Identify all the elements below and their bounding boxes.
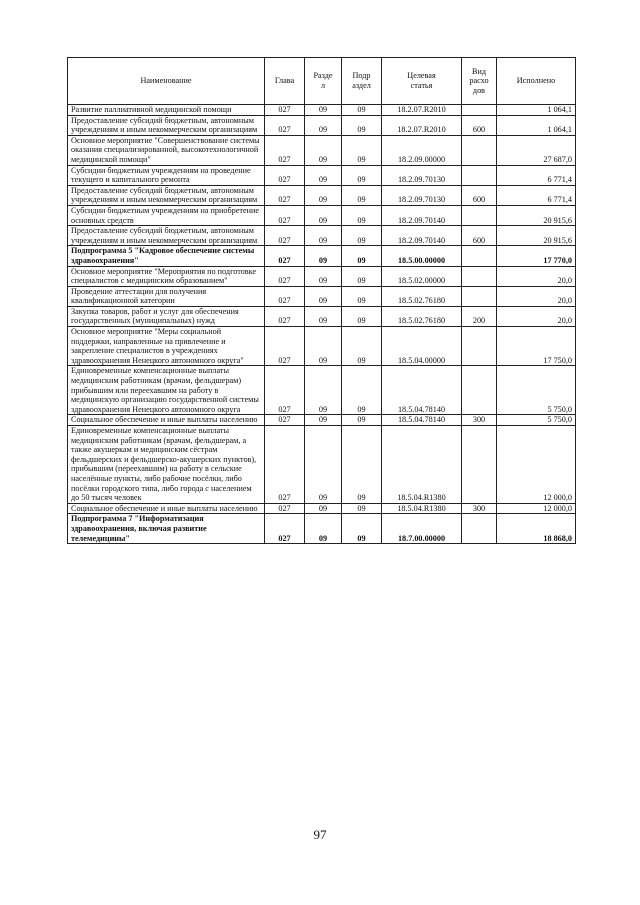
cell-vid: [462, 105, 497, 116]
table-row: [68, 165, 576, 185]
cell-amount: 1 064,1: [497, 115, 576, 135]
cell-podrazdel: 09: [342, 327, 382, 366]
cell-vid: 300: [462, 503, 497, 514]
header-executed: Исполнено: [497, 58, 576, 105]
cell-name: Предоставление субсидий бюджетным, автономным учреждениям и иным некоммерческим организациям: [68, 115, 265, 135]
cell-amount: 17 750,0: [497, 327, 576, 366]
table-row: [68, 415, 576, 426]
cell-vid: [462, 135, 497, 165]
cell-name: Предоставление субсидий бюджетным, автономным учреждениям и иным некоммерческим организациям: [68, 185, 265, 205]
cell-target: 18.5.04.R1380: [382, 503, 462, 514]
table-row: [68, 327, 576, 366]
cell-amount: 20,0: [497, 286, 576, 306]
cell-vid: 300: [462, 415, 497, 426]
table-row: [68, 226, 576, 246]
cell-name: Основное мероприятие "Мероприятия по подготовке специалистов с медицинским образованием": [68, 266, 265, 286]
cell-podrazdel: 09: [342, 286, 382, 306]
cell-amount: 12 000,0: [497, 426, 576, 504]
cell-name: Социальное обеспечение и иные выплаты населению: [68, 503, 265, 514]
cell-target: 18.2.09.00000: [382, 135, 462, 165]
cell-target: 18.2.09.70130: [382, 185, 462, 205]
cell-glava: 027: [265, 503, 305, 514]
cell-target: 18.2.07.R2010: [382, 105, 462, 116]
cell-name: Основное мероприятие "Меры социальной поддержки, направленные на привлечение и закрепление специалистов в учреждениях здравоохранения Ненецкого автономного округа": [68, 327, 265, 366]
cell-target: 18.5.02.76180: [382, 286, 462, 306]
cell-target: 18.5.04.78140: [382, 415, 462, 426]
cell-razdel: 09: [305, 415, 342, 426]
cell-razdel: 09: [305, 503, 342, 514]
cell-razdel: 09: [305, 165, 342, 185]
cell-amount: 6 771,4: [497, 165, 576, 185]
cell-amount: 20,0: [497, 306, 576, 326]
cell-target: 18.5.04.R1380: [382, 426, 462, 504]
cell-podrazdel: 09: [342, 115, 382, 135]
cell-amount: 5 750,0: [497, 366, 576, 415]
cell-vid: 600: [462, 185, 497, 205]
cell-amount: 18 868,0: [497, 514, 576, 544]
cell-target: 18.5.02.00000: [382, 266, 462, 286]
cell-vid: [462, 286, 497, 306]
cell-glava: 027: [265, 286, 305, 306]
cell-vid: 600: [462, 226, 497, 246]
cell-name: Закупка товаров, работ и услуг для обеспечения государственных (муниципальных) нужд: [68, 306, 265, 326]
cell-podrazdel: 09: [342, 514, 382, 544]
cell-razdel: 09: [305, 286, 342, 306]
cell-razdel: 09: [305, 366, 342, 415]
cell-glava: 027: [265, 246, 305, 266]
cell-target: 18.2.07.R2010: [382, 115, 462, 135]
cell-glava: 027: [265, 115, 305, 135]
header-vid: Вид расхо дов: [462, 58, 497, 105]
cell-podrazdel: 09: [342, 366, 382, 415]
cell-name: Основное мероприятие "Совершенствование системы оказания специализированной, высокотехнологичной медицинской помощи": [68, 135, 265, 165]
cell-amount: 5 750,0: [497, 415, 576, 426]
cell-glava: 027: [265, 135, 305, 165]
table-row: [68, 115, 576, 135]
cell-target: 18.2.09.70130: [382, 165, 462, 185]
table-row: [68, 514, 576, 544]
cell-vid: [462, 514, 497, 544]
header-podrazdel: Подр аздел: [342, 58, 382, 105]
cell-vid: [462, 366, 497, 415]
header-name: Наименование: [68, 58, 265, 105]
cell-glava: 027: [265, 165, 305, 185]
cell-glava: 027: [265, 327, 305, 366]
cell-razdel: 09: [305, 115, 342, 135]
cell-amount: 20,0: [497, 266, 576, 286]
cell-name: Подпрограмма 7 "Информатизация здравоохранения, включая развитие телемедицины": [68, 514, 265, 544]
cell-vid: [462, 266, 497, 286]
cell-podrazdel: 09: [342, 165, 382, 185]
cell-glava: 027: [265, 514, 305, 544]
cell-podrazdel: 09: [342, 503, 382, 514]
cell-target: 18.5.04.78140: [382, 366, 462, 415]
cell-name: Единовременные компенсационные выплаты медицинским работникам (врачам, фельдшерам, а также акушеркам и медицинским сёстрам фельдшерских и фельдшерско-акушерских пунктов), прибывшим (переехавшим) на работу в сельские населённые пункты, либо рабочие посёлки, либо посёлки городского типа, либо города с населением до 50 тысяч человек: [68, 426, 265, 504]
cell-glava: 027: [265, 105, 305, 116]
cell-vid: [462, 426, 497, 504]
table-row: [68, 266, 576, 286]
table-row: [68, 503, 576, 514]
table-row: [68, 105, 576, 116]
table-header-row: [68, 58, 576, 105]
cell-name: Проведение аттестации для получения квалификационной категории: [68, 286, 265, 306]
table-row: [68, 135, 576, 165]
cell-name: Социальное обеспечение и иные выплаты населению: [68, 415, 265, 426]
cell-glava: 027: [265, 266, 305, 286]
cell-vid: [462, 165, 497, 185]
cell-podrazdel: 09: [342, 306, 382, 326]
cell-razdel: 09: [305, 514, 342, 544]
cell-target: 18.2.09.70140: [382, 205, 462, 225]
cell-podrazdel: 09: [342, 226, 382, 246]
cell-glava: 027: [265, 366, 305, 415]
cell-razdel: 09: [305, 306, 342, 326]
table-row: [68, 286, 576, 306]
cell-glava: 027: [265, 426, 305, 504]
cell-razdel: 09: [305, 426, 342, 504]
cell-vid: 200: [462, 306, 497, 326]
cell-podrazdel: 09: [342, 246, 382, 266]
cell-podrazdel: 09: [342, 415, 382, 426]
cell-vid: [462, 205, 497, 225]
cell-podrazdel: 09: [342, 185, 382, 205]
cell-razdel: 09: [305, 135, 342, 165]
header-razdel: Разде л: [305, 58, 342, 105]
cell-glava: 027: [265, 205, 305, 225]
table-body: [68, 105, 576, 544]
table-row: [68, 185, 576, 205]
cell-name: Субсидии бюджетным учреждениям на приобретение основных средств: [68, 205, 265, 225]
table-row: [68, 366, 576, 415]
table-row: [68, 205, 576, 225]
cell-razdel: 09: [305, 266, 342, 286]
cell-amount: 20 915,6: [497, 226, 576, 246]
cell-razdel: 09: [305, 105, 342, 116]
cell-vid: 600: [462, 115, 497, 135]
cell-razdel: 09: [305, 327, 342, 366]
cell-glava: 027: [265, 415, 305, 426]
cell-podrazdel: 09: [342, 266, 382, 286]
cell-razdel: 09: [305, 205, 342, 225]
table-row: [68, 306, 576, 326]
cell-podrazdel: 09: [342, 135, 382, 165]
cell-razdel: 09: [305, 246, 342, 266]
cell-target: 18.5.00.00000: [382, 246, 462, 266]
cell-name: Единовременные компенсационные выплаты медицинским работникам (врачам, фельдшерам) прибывшим или переехавшим на работу в медицинскую организацию государственной системы здравоохранения Ненецкого автономного округа: [68, 366, 265, 415]
cell-glava: 027: [265, 306, 305, 326]
cell-amount: 6 771,4: [497, 185, 576, 205]
cell-amount: 20 915,6: [497, 205, 576, 225]
page-number: 97: [313, 827, 327, 842]
cell-target: 18.2.09.70140: [382, 226, 462, 246]
cell-name: Развитие паллиативной медицинской помощи: [68, 105, 265, 116]
cell-target: 18.5.02.76180: [382, 306, 462, 326]
cell-target: 18.7.00.00000: [382, 514, 462, 544]
table-row: [68, 426, 576, 504]
cell-glava: 027: [265, 226, 305, 246]
cell-podrazdel: 09: [342, 105, 382, 116]
cell-razdel: 09: [305, 185, 342, 205]
cell-vid: [462, 327, 497, 366]
cell-podrazdel: 09: [342, 205, 382, 225]
cell-target: 18.5.04.00000: [382, 327, 462, 366]
cell-name: Подпрограмма 5 "Кадровое обеспечение системы здравоохранения": [68, 246, 265, 266]
cell-amount: 12 000,0: [497, 503, 576, 514]
cell-amount: 17 770,0: [497, 246, 576, 266]
header-glava: Глава: [265, 58, 305, 105]
cell-name: Предоставление субсидий бюджетным, автономным учреждениям и иным некоммерческим организациям: [68, 226, 265, 246]
cell-glava: 027: [265, 185, 305, 205]
budget-table: [67, 57, 576, 544]
cell-podrazdel: 09: [342, 426, 382, 504]
cell-razdel: 09: [305, 226, 342, 246]
header-target: Целевая статья: [382, 58, 462, 105]
cell-amount: 1 064,1: [497, 105, 576, 116]
cell-amount: 27 687,0: [497, 135, 576, 165]
cell-name: Субсидии бюджетным учреждениям на проведение текущего и капитального ремонта: [68, 165, 265, 185]
table-row: [68, 246, 576, 266]
cell-vid: [462, 246, 497, 266]
